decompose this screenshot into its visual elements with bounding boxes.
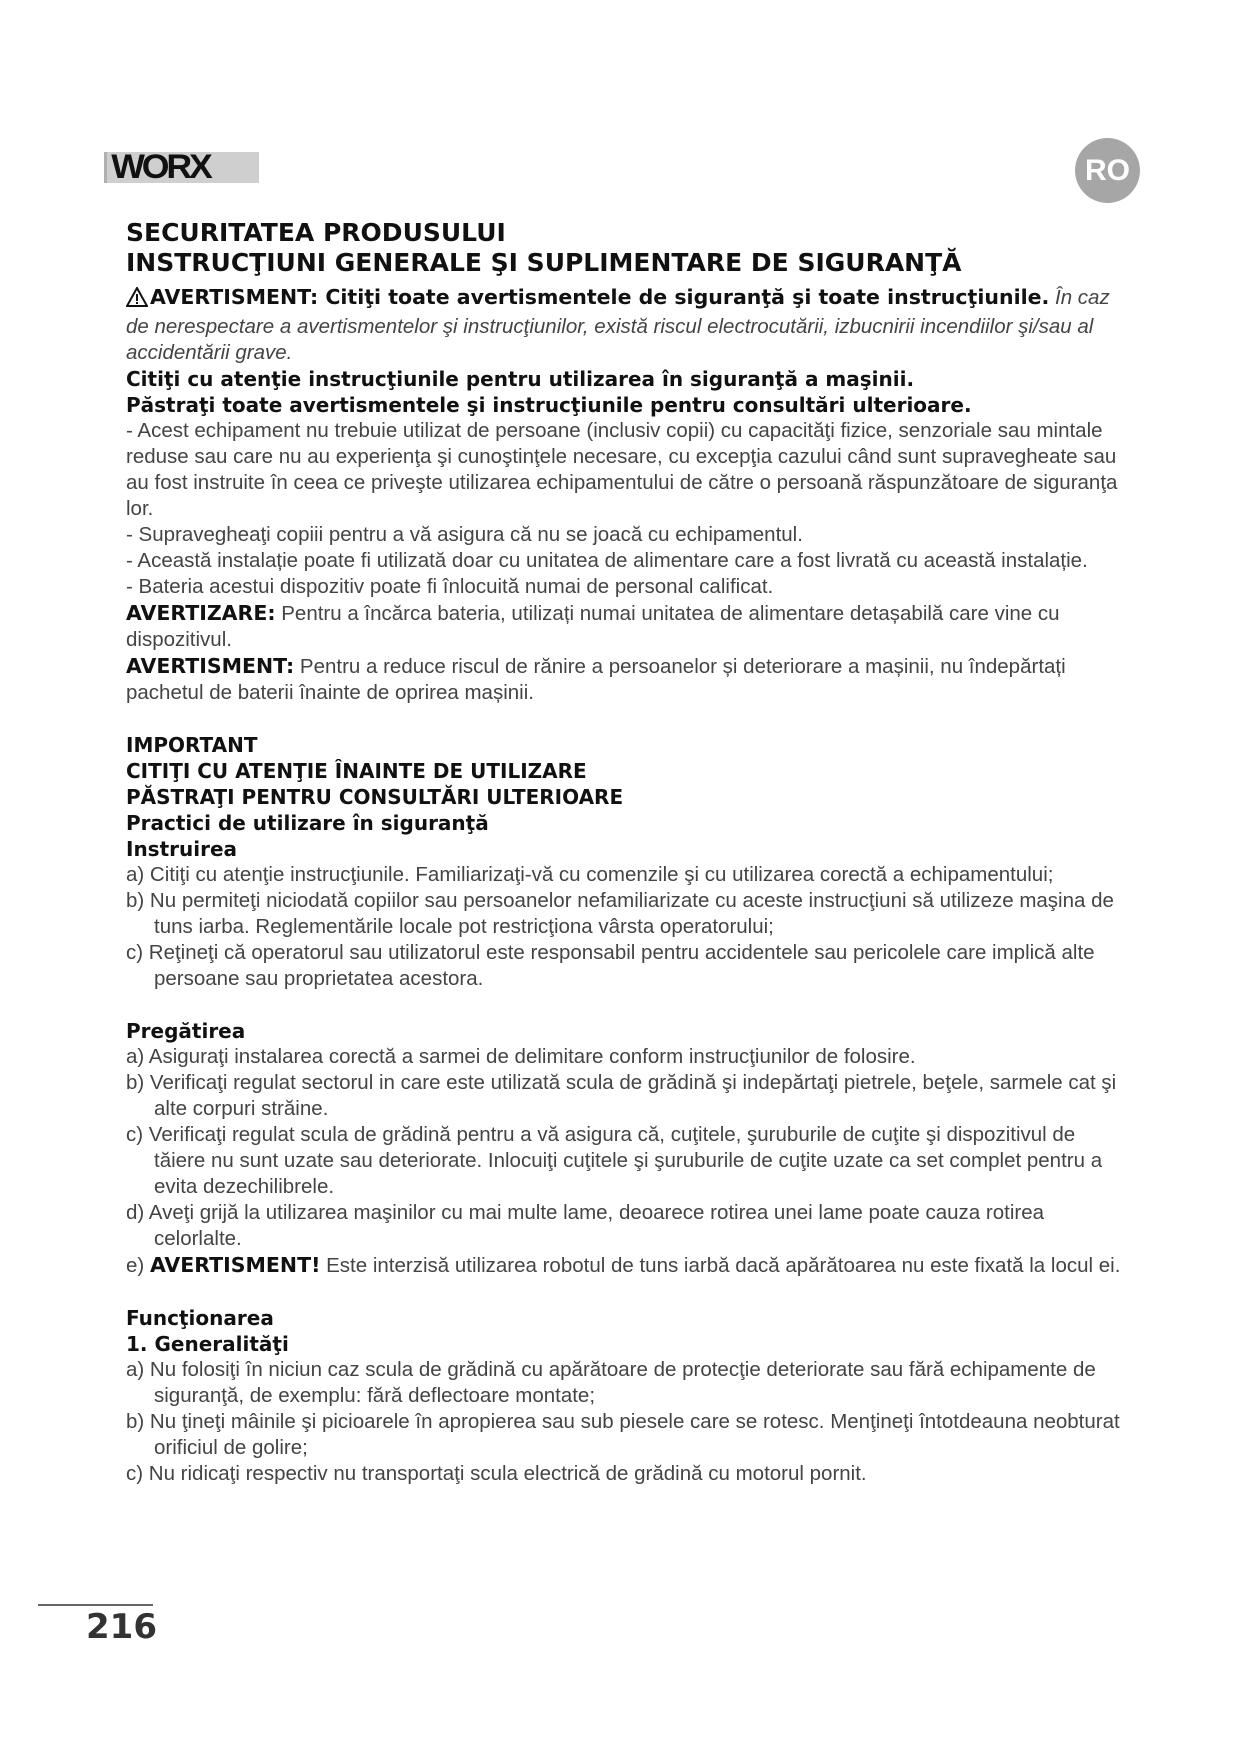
functionarea-heading: Funcţionarea (126, 1306, 274, 1330)
intro-bold-line-2: Păstraţi toate avertismentele şi instrucţiunile pentru consultări ulterioare. (126, 393, 972, 417)
worx-logo (104, 148, 259, 186)
pregatirea-item-e (126, 1252, 1126, 1279)
read-carefully-heading: CITIŢI CU ATENŢIE ÎNAINTE DE UTILIZARE (126, 759, 587, 783)
pregatirea-item-e-lead: AVERTISMENT! (149, 1253, 321, 1277)
intro-warning-italic: În caz de nerespectare a avertismentelor şi instrucţiunilor, există riscul electrocutării, izbucnirii incendiilor şi/sau al accidentării grave. (126, 286, 1110, 364)
pregatirea-item-a: a) Asiguraţi instalarea corectă a sarmei de delimitare conform instrucţiunilor de folosire. (126, 1045, 916, 1068)
avertizare-paragraph (126, 600, 1126, 653)
pregatirea-item-b: b) Verificaţi regulat sectorul in care este utilizată scula de grădină şi indepărtaţi pietrele, beţele, sarmele cat şi alte corpuri străine. (126, 1071, 1117, 1120)
functionarea-item-c: c) Nu ridicaţi respectiv nu transportaţi scula electrică de grădină cu motorul pornit. (126, 1462, 867, 1485)
instruirea-item-b: b) Nu permiteţi niciodată copiilor sau persoanelor nefamiliarizate cu aceste instrucţiuni să utilizeze maşina de tuns iarba. Reglementările locale pot restricţiona vârsta operatorului; (126, 889, 1114, 938)
intro-bullet-1: - Acest echipament nu trebuie utilizat de persoane (inclusiv copii) cu capacităţi fizice, senzoriale sau mintale reduse sau care nu au experienţa şi cunoştinţele necesare, cu excepţia cazului când sunt supravegheate sau au fost instruite în ceea ce priveşte utilizarea echipamentului de către o persoană răspunzătoare de siguranţa lor. (126, 419, 1118, 520)
intro-warning-bold: AVERTISMENT: Citiţi toate avertismentele de siguranţă şi toate instrucţiunile. (150, 285, 1050, 309)
avertisment-text: Pentru a reduce riscul de rănire a persoanelor și deteriorare a mașinii, nu îndepărtați pachetul de baterii înainte de oprirea mașinii. (126, 655, 1066, 704)
instruirea-item-c: c) Reţineţi că operatorul sau utilizatorul este responsabil pentru accidentele sau pericolele care implică alte persoane sau proprietatea acestora. (126, 941, 1095, 990)
instruirea-item-a: a) Citiţi cu atenţie instrucţiunile. Familiarizaţi-vă cu comenzile şi cu utilizarea corectă a echipamentului; (126, 863, 1054, 886)
important-heading: IMPORTANT (126, 733, 258, 757)
title-product-safety: SECURITATEA PRODUSULUI (126, 218, 506, 247)
pregatirea-item-c: c) Verificaţi regulat scula de grădină pentru a vă asigura că, cuţitele, şuruburile de cuţite şi dispozitivul de tăiere nu sunt uzate sau deteriorate. Inlocuiţi cuţitele şi şuruburile de cuţite uzate ca set complet pentru a evita dezechilibrele. (126, 1123, 1103, 1198)
logo-text: WORX (111, 148, 210, 186)
language-badge: RO (1075, 138, 1140, 203)
generalitati-heading: 1. Generalităţi (126, 1332, 289, 1356)
intro-bold-line-1: Citiţi cu atenţie instrucţiunile pentru utilizarea în siguranţă a maşinii. (126, 367, 915, 391)
intro-warning (126, 284, 1126, 366)
intro-bullet-2: - Supravegheaţi copiii pentru a vă asigura că nu se joacă cu echipamentul. (126, 523, 803, 546)
keep-for-reference-heading: PĂSTRAŢI PENTRU CONSULTĂRI ULTERIOARE (126, 785, 624, 809)
intro-bullet-4: - Bateria acestui dispozitiv poate fi înlocuită numai de personal calificat. (126, 575, 774, 598)
warning-triangle-icon (126, 287, 148, 314)
intro-bullet-3: - Această instalație poate fi utilizată doar cu unitatea de alimentare care a fost livrată cu această instalație. (126, 549, 1088, 572)
pregatirea-heading: Pregătirea (126, 1019, 246, 1043)
page-number: 216 (86, 1607, 157, 1647)
pregatirea-item-e-text: Este interzisă utilizarea robotul de tuns iarbă dacă apărătoarea nu este fixată la locul ei. (320, 1254, 1121, 1277)
safe-practices-heading: Practici de utilizare în siguranţă (126, 811, 489, 835)
avertizare-lead: AVERTIZARE: (126, 601, 276, 625)
functionarea-item-a: a) Nu folosiţi în niciun caz scula de grădină cu apărătoare de protecţie deteriorate sau fără echipamente de siguranţă, de exemplu: fără deflectoare montate; (126, 1358, 1096, 1407)
page-content (126, 218, 1126, 1487)
pregatirea-item-e-prefix: e) (126, 1254, 150, 1277)
avertisment-paragraph (126, 653, 1126, 706)
instruirea-heading: Instruirea (126, 837, 238, 861)
functionarea-item-b: b) Nu ţineţi mâinile şi picioarele în apropierea sau sub piesele care se rotesc. Menţineţi întotdeauna neobturat orificiul de golire; (126, 1410, 1120, 1459)
avertizare-text: Pentru a încărca bateria, utilizați numai unitatea de alimentare detașabilă care vine cu dispozitivul. (126, 602, 1060, 651)
avertisment-lead: AVERTISMENT: (126, 654, 295, 678)
title-general-instructions: INSTRUCŢIUNI GENERALE ŞI SUPLIMENTARE DE SIGURANŢĂ (126, 248, 962, 277)
pregatirea-item-d: d) Aveţi grijă la utilizarea maşinilor cu mai multe lame, deoarece rotirea unei lame poate cauza rotirea celorlalte. (126, 1201, 1045, 1250)
